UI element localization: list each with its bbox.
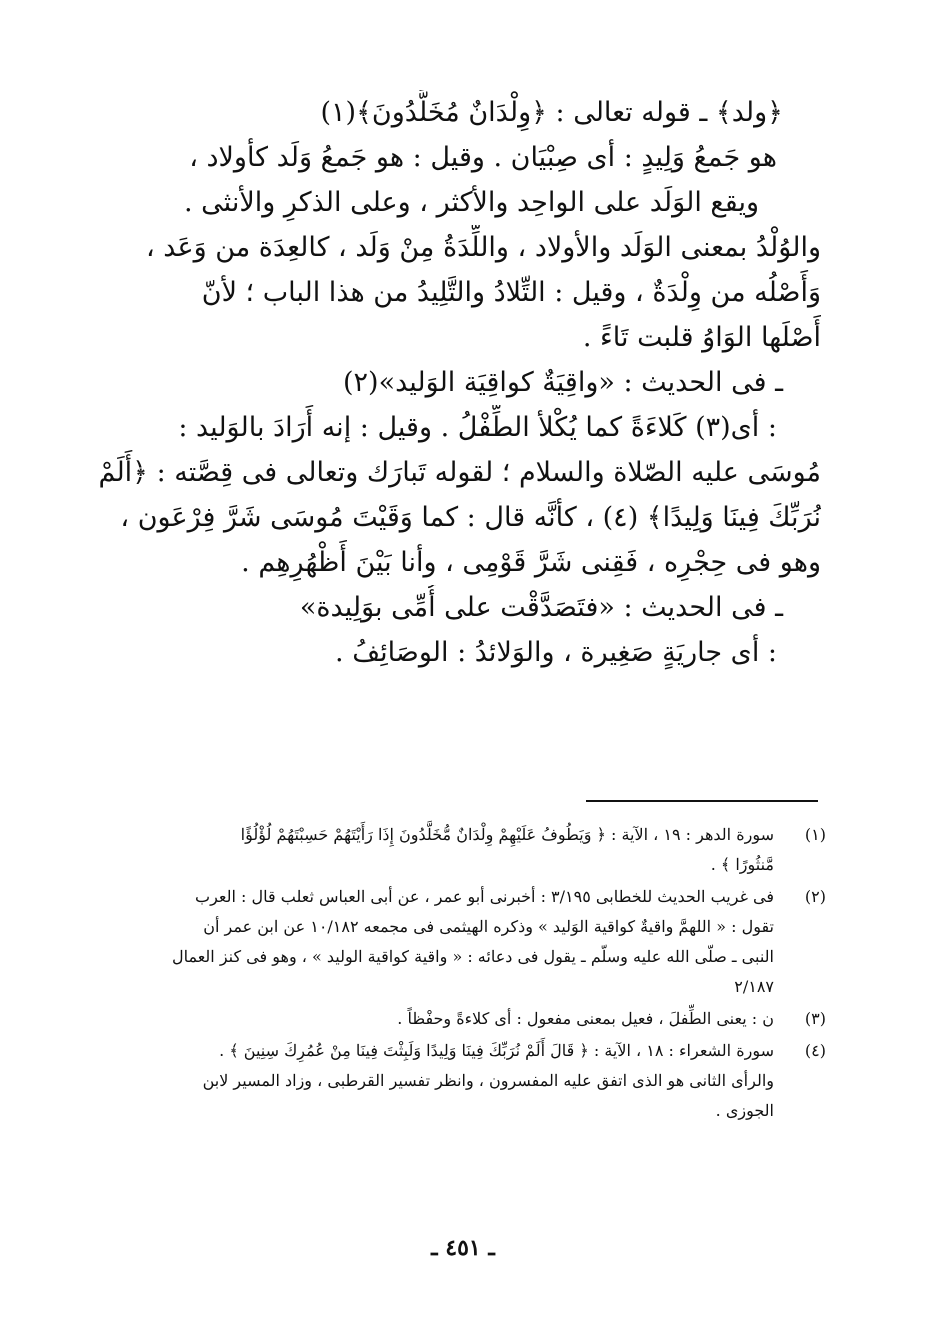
text-line: ﴿ولد﴾ ـ قوله تعالى : ﴿وِلْدَانٌ مُخَلَّدُونَ﴾(١) [320, 97, 783, 128]
footnote-line: النبى ـ صلّى الله عليه وسلّم ـ يقول فى دعائه : « واقية كواقية الوليد » ، وهو فى كنز العمال [171, 947, 774, 966]
text-line: : أى(٣) كَلاءَةً كما يُكْلأ الطِّفْلُ . وقيل : إنه أَرَادَ بالوَليد : [178, 412, 777, 443]
footnote-line: الجوزى . [715, 1101, 774, 1120]
text-line: : أى جاريَةٍ صَغِيرة ، والوَلائدُ : الوصَائِفُ . [335, 637, 777, 668]
footnote-number: (٤) [804, 1041, 826, 1060]
footnotes-block [82, 820, 826, 1128]
footnote-3 [82, 1004, 826, 1034]
text-line: نُرَبِّكَ فِينَا وَلِيدًا﴾ (٤) ، كأنَّه قال : كما وَقَيْتَ مُوسَى شَرَّ فِرْعَون ، [120, 502, 821, 533]
text-line: ـ فى الحديث : «واقِيَةٌ كواقِيَة الوَليد»(٢) [342, 367, 783, 398]
text-line: ويقع الوَلَد على الواحِد والأكثر ، وعلى الذكرِ والأنثى . [184, 187, 759, 218]
footnote-line: ٢/١٨٧ [734, 977, 774, 996]
footnote-1 [82, 820, 826, 880]
footnote-number: (١) [804, 825, 826, 844]
text-line: والوُلْدُ بمعنى الوَلَد والأولاد ، واللِّدَةُ مِنْ وَلَد ، كالعِدَة من وَعَد ، [146, 232, 821, 263]
text-line: مُوسَى عليه الصّلاة والسلام ؛ لقوله تَبارَك وتعالى فى قِصَّته : ﴿أَلَمْ [98, 457, 821, 488]
page-number: ـ ٤٥١ ـ [431, 1235, 495, 1261]
footnote-line: تقول : « اللهمَّ واقيةٌ كواقية الوَليد » وذكره الهيثمى فى مجمعه ١٠/١٨٢ عن ابن عمر أن [203, 917, 774, 936]
footnote-line: والرأى الثانى هو الذى اتفق عليه المفسرون ، وانظر تفسير القرطبى ، وزاد المسير لابن [202, 1071, 774, 1090]
text-line: هو جَمعُ وَلِيدٍ : أى صِبْيَان . وقيل : هو جَمعُ وَلَد كأولاد ، [189, 142, 777, 173]
footnote-line: مَّنثُورًا ﴾ . [710, 855, 774, 874]
footnote-number: (٣) [804, 1009, 826, 1028]
footnote-line: ن : يعنى الطِّفلَ ، فعيل بمعنى مفعول : أى كلاءةً وحفْظاً . [397, 1009, 774, 1028]
main-text-block [78, 90, 821, 675]
text-line: ـ فى الحديث : «فتَصَدَّقْت على أُمِّى بوَلِيدة» [299, 592, 783, 623]
footnote-number: (٢) [804, 887, 826, 906]
footnote-line: سورة الدهر : ١٩ ، الآية : ﴿ وَيَطُوفُ عَلَيْهِمْ وِلْدَانٌ مُّخَلَّدُونَ إِذَا رَأَيْتَهُمْ حَسِبْتَهُمْ لُؤْلُؤًا [240, 825, 774, 844]
text-line: وَأَصْلُه من وِلْدَةٌ ، وقيل : التِّلادُ والتَّلِيدُ من هذا الباب ؛ لأنّ [201, 277, 821, 308]
footnote-4 [82, 1036, 826, 1126]
footnote-separator [586, 800, 818, 802]
footnote-line: سورة الشعراء : ١٨ ، الآية : ﴿ قَالَ أَلَمْ نُرَبِّكَ فِينَا وَلِيدًا وَلَبِثْتَ فِينَا مِنْ عُمُرِكَ سِنِينَ ﴾ . [219, 1041, 774, 1060]
text-line: أَصْلَها الوَاوُ قلبت تَاءً . [582, 322, 821, 353]
text-line: وهو فى حِجْرِه ، فَقِنى شَرَّ قَوْمِى ، وأنا بَيْنَ أَظْهُرِهِم . [241, 547, 821, 578]
footnote-line: فى غريب الحديث للخطابى ٣/١٩٥ : أخبرنى أبو عمر ، عن أبى العباس ثعلب قال : العرب [195, 887, 774, 906]
footnote-2 [82, 882, 826, 1002]
